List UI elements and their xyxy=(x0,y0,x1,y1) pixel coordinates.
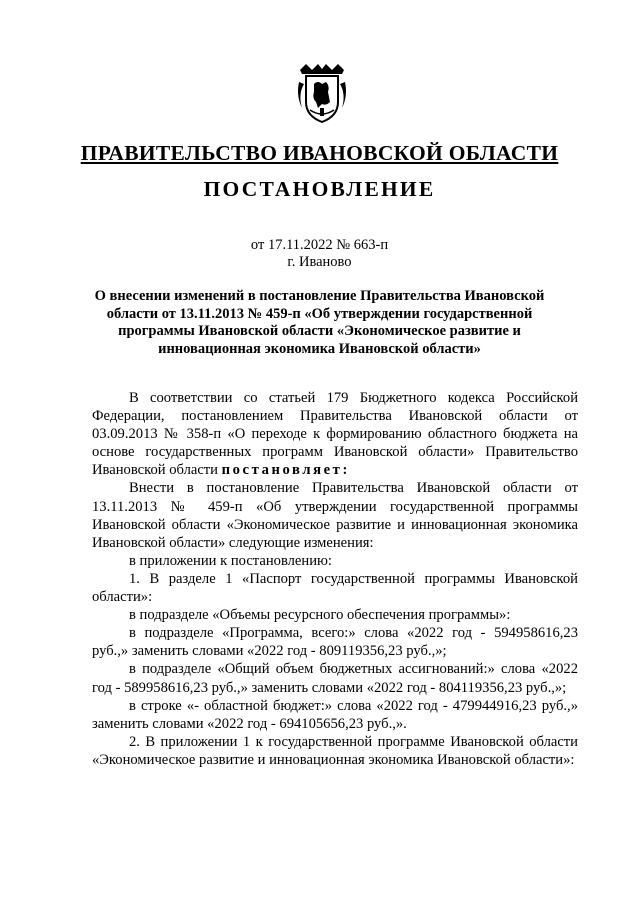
paragraph: в приложении к постановлению: xyxy=(129,552,332,569)
paragraph: в строке «- областной бюджет:» слова «2022 год - 479944916,23 руб.,» заменить словами «2022 год - 694105656,23 руб.,». xyxy=(92,697,578,732)
paragraph: 1. В разделе 1 «Паспорт государственной программы Ивановской области»: xyxy=(92,570,578,606)
paragraph: Внести в постановление Правительства Ивановской области от 13.11.2013 № 459-п «Об утверждении государственной программы Ивановской области «Экономическое развитие и инновационная экономика Ивановской области» следующие изменения: xyxy=(92,480,578,551)
document-subject: О внесении изменений в постановление Правительства Ивановской области от 13.11.2013 № 459-п «Об утверждении государственной программы Ивановской области «Экономическое развитие и инновационная экономика Ивановской области» xyxy=(94,288,545,357)
preamble-text: В соответствии со статьей 179 Бюджетного кодекса Российской Федерации, постановлением Правительства Ивановской области от 03.09.2013 № 358-п «О переходе к формированию областного бюджета на основе государственных программ Ивановской области» Правительство Ивановской области xyxy=(92,390,578,479)
paragraph: 2. В приложении 1 к государственной программе Ивановской области «Экономическое развитие и инновационная экономика Ивановской области»: xyxy=(92,733,578,768)
paragraph: в подразделе «Объемы ресурсного обеспечения программы»: xyxy=(129,607,511,624)
date-number: от 17.11.2022 № 663-п xyxy=(250,237,389,253)
document-body xyxy=(92,389,578,769)
document-type: ПОСТАНОВЛЕНИЕ xyxy=(203,177,436,201)
paragraph: в подразделе «Общий объем бюджетных ассигнований:» слова «2022 год - 589958616,23 руб.,» заменить словами «2022 год - 804119356,23 руб.,»; xyxy=(92,661,578,696)
paragraph: в подразделе «Программа, всего:» слова «2022 год - 594958616,23 руб.,» заменить словами «2022 год - 809119356,23 руб.,»; xyxy=(92,625,578,660)
coat-of-arms-icon xyxy=(296,62,348,124)
city: г. Иваново xyxy=(287,254,352,270)
paragraph-preamble xyxy=(92,389,578,479)
date-and-place xyxy=(0,237,639,271)
resolves-word: постановляет: xyxy=(221,462,350,479)
organization-title: ПРАВИТЕЛЬСТВО ИВАНОВСКОЙ ОБЛАСТИ xyxy=(80,141,559,165)
